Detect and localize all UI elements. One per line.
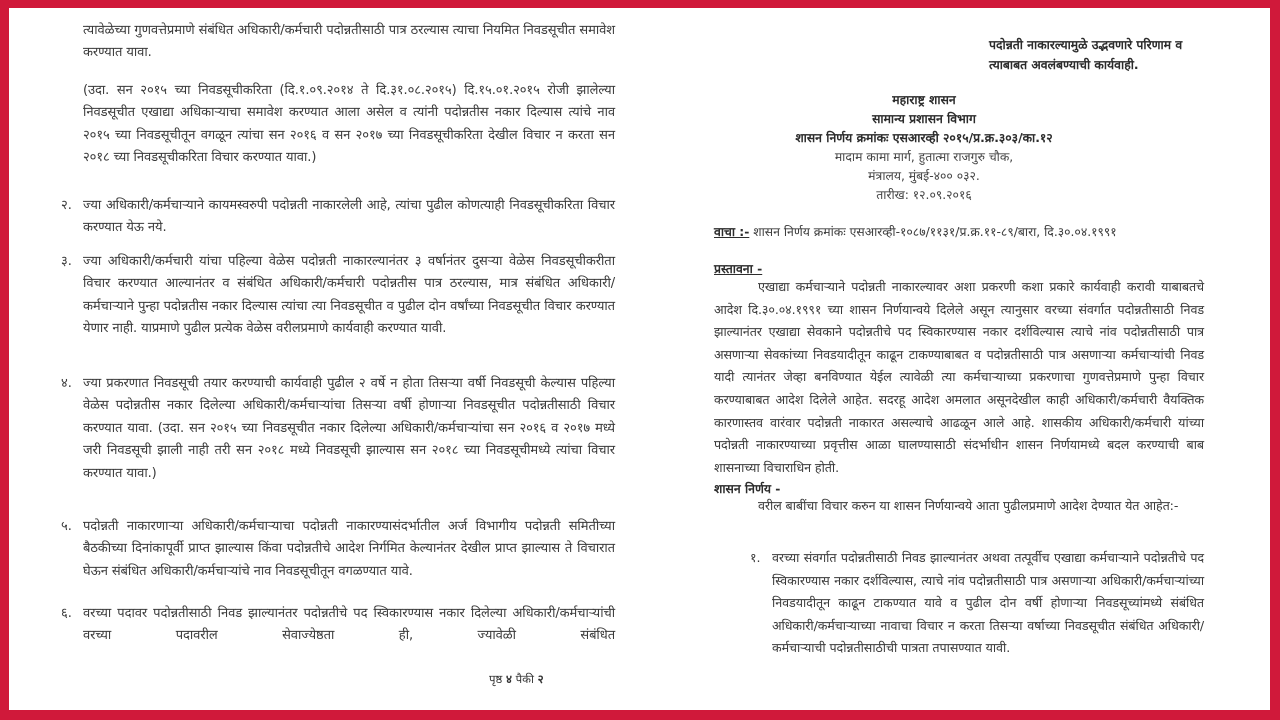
list-item-5 [61,516,615,583]
preamble-text: एखाद्या कर्मचाऱ्याने पदोन्नती नाकारल्यावर अशा प्रकरणी कशा प्रकारे कार्यवाही करावी याबाबतचे आदेश दि.३०.०४.१९९१ च्या शासन निर्णयान्वये दिलेले असून त्यानुसार वरच्या संवर्गात पदोन्नतीसाठी निवड झाल्यानंतर एखाद्या सेवकाने पदोन्नतीचे पद स्विकारण्यास नकार दर्शविल्यास त्याचे नांव पदोन्नतीसाठी पात्र असणाऱ्या सेवकांच्या निवडयादीतून काढून टाकण्याबाबत व पदोन्नतीसाठी पात्र असणाऱ्या कर्मचाऱ्यांची निवड यादी त्यानंतर जेव्हा बनविण्यात येईल त्यावेळी त्या कर्मचाऱ्याच्या प्रकरणाचा गुणवत्तेप्रमाणे पुन्हा विचार करण्याबाबत आदेश दिलेले आहेत. सदरहू आदेश अमलात असूनदेखील काही अधिकारी/कर्मचारी वैयक्तिक कारणास्तव वारंवार पदोन्नती नाकारत असल्याचे आढळून आले आहे. शासकीय अधिकारी/कर्मचारी यांच्या पदोन्नती नाकारण्याच्या प्रवृत्तीस आळा घालण्यासाठी संदर्भाधीन शासन निर्णयामध्ये बदल करण्याची बाब शासनाच्या विचाराधिन होती. [714,279,1204,475]
footer-total: २ [537,672,544,686]
item-text: वरच्या पदावर पदोन्नतीसाठी निवड झाल्यानंतर पदोन्नतीचे पद स्विकारण्यास नकार दिलेल्या अधिकारी/कर्मचाऱ्यांची वरच्या पदावरील सेवाज्येष्ठता ही, ज्यावेळी संबंधित [83,606,615,644]
address-line-1: मादाम कामा मार्ग, हुतात्मा राजगुरु चौक, [834,150,1014,164]
item-text: ज्या अधिकारी/कर्मचाऱ्याने कायमस्वरुपी पदोन्नती नाकारलेली आहे, त्यांचा पुढील कोणत्याही निवडसूचीकरिता विचार करण्यात येऊ नये. [83,198,615,236]
item-text: पदोन्नती नाकारणाऱ्या अधिकारी/कर्मचाऱ्याचा पदोन्नती नाकारण्यासंदर्भातील अर्ज विभागीय पदोन्नती समितीच्या बैठकीच्या दिनांकापूर्वी प्राप्त झाल्यास किंवा पदोन्नतीचे आदेश निर्गमित केल्यानंतर देखील प्राप्त झाल्यास ते विचारात घेऊन संबंधित अधिकारी/कर्मचाऱ्यांचे नाव निवडसूचीतून वगळण्यात यावे. [83,519,615,579]
reference-line [714,223,1117,240]
item-text: वरच्या संवर्गात पदोन्नतीसाठी निवड झाल्यानंतर अथवा तत्पूर्वीच एखाद्या कर्मचाऱ्याने पदोन्नतीचे पद स्विकारण्यास नकार दर्शविल्यास, त्याचे नांव पदोन्नतीसाठी पात्र असणाऱ्या अधिकारी/कर्मचाऱ्यांच्या निवडयादीतून काढून टाकण्यात यावे व पुढील दोन वर्षी होणाऱ्या निवडसूच्यांमध्ये संबंधित अधिकारी/कर्मचाऱ्याच्या नावाचा विचार न करता तिसऱ्या वर्षाच्या निवडसूचीत संबंधित अधिकारी/कर्मचाऱ्याची पदोन्नतीसाठीची पात्रता तपासण्यात यावी. [772,550,1204,656]
footer-mid: पैकी [515,672,534,686]
item-number: ३. [61,254,72,269]
government-name: महाराष्ट्र शासन [892,93,956,107]
address-line-2: मंत्रालय, मुंबई-४०० ०३२. [868,169,980,183]
list-item-6 [61,603,615,648]
letterhead [704,91,1144,205]
item-text: ज्या अधिकारी/कर्मचारी यांचा पहिल्या वेळेस पदोन्नती नाकारल्यानंतर ३ वर्षानंतर दुसऱ्या वेळेस निवडसूचीकरीता विचार करण्यात आल्यानंतर व संबंधित अधिकारी/कर्मचारी पदोन्नतीस पात्र ठरल्यास, मात्र संबंधित अधिकारी/कर्मचाऱ्याने पुन्हा पदोन्नतीस नकार दिल्यास त्यांचा त्या निवडसूचीत व पुढील दोन वर्षांच्या निवडसूचीत विचार करण्यात येणार नाही. याप्रमाणे पुढील प्रत्येक वेळेस वरीलप्रमाणे कार्यवाही करण्यात यावी. [83,254,615,337]
list-item-4 [61,373,615,485]
item-number: ६. [61,606,72,621]
gr-number: शासन निर्णय क्रमांकः एसआरव्ही २०१५/प्र.क्र.३०३/का.१२ [795,131,1053,145]
item-number: ५. [61,519,72,534]
subject-heading: पदोन्नती नाकारल्यामुळे उद्भवणारे परिणाम व त्याबाबत अवलंबण्याची कार्यवाही. [989,38,1183,72]
item-number: १. [750,550,761,565]
page-number-footer [489,672,544,687]
decision-text: वरील बाबींचा विचार करुन या शासन निर्णयान्वये आता पुढीलप्रमाणे आदेश देण्यात येत आहेत:- [758,498,1179,513]
document-frame [9,8,1270,710]
department-name: सामान्य प्रशासन विभाग [872,112,976,126]
right-page [704,8,1214,710]
reference-text: शासन निर्णय क्रमांकः एसआरव्ही-१०८७/११३१/प्र.क्र.११-८९/बारा, दि.३०.०४.१९९१ [749,225,1117,239]
footer-page: ४ [505,672,512,686]
preamble-heading: प्रस्तावना - [714,262,763,276]
list-item-2 [61,195,615,240]
example-paragraph: (उदा. सन २०१५ च्या निवडसूचीकरिता (दि.१.०९.२०१४ ते दि.३१.०८.२०१५) दि.१५.०१.२०१५ रोजी झालेल्या निवडसूचीत एखाद्या अधिकाऱ्याचा समावेश करण्यात आला असेल व त्यांनी पदोन्नतीस नकार दिल्यास त्यांचे नाव २०१५ च्या निवडसूचीतून वगळून त्यांचा सन २०१६ व सन २०१७ च्या निवडसूचीकरिता देखील विचार न करता सन २०१८ च्या निवडसूचीकरिता विचार करण्यात यावा.) [83,83,615,166]
intro-paragraph: त्यावेळेच्या गुणवत्तेप्रमाणे संबंधित अधिकारी/कर्मचारी पदोन्नतीसाठी पात्र ठरल्यास त्याचा नियमित निवडसूचीत समावेश करण्यात यावा. [83,23,615,61]
reference-label: वाचा :- [714,225,750,239]
item-number: ४. [61,376,72,391]
footer-prefix: पृष्ठ [489,672,503,686]
decision-heading: शासन निर्णय - [714,482,781,496]
left-page [61,8,615,710]
item-text: ज्या प्रकरणात निवडसूची तयार करण्याची कार्यवाही पुढील २ वर्षे न होता तिसऱ्या वर्षी निवडसूची केल्यास पहिल्या वेळेस पदोन्नतीस नकार दिलेल्या अधिकारी/कर्मचाऱ्यांचा तिसऱ्या वर्षी होणाऱ्या निवडसूचीत पदोन्नतीसाठी विचार करण्यात यावा. (उदा. सन २०१५ च्या निवडसूचीत नकार दिलेल्या अधिकारी/कर्मचाऱ्यांचा सन २०१६ व २०१७ मध्ये जरी निवडसूची झाली नाही तरी सन २०१८ मध्ये निवडसूची झाल्यास सन २०१८ च्या निवडसूचीमध्ये त्यांचा विचार करण्यात यावा.) [83,376,615,481]
decision-item-1 [750,547,1204,660]
item-number: २. [61,198,72,213]
date: तारीख: १२.०९.२०१६ [876,188,972,202]
list-item-3 [61,251,615,341]
